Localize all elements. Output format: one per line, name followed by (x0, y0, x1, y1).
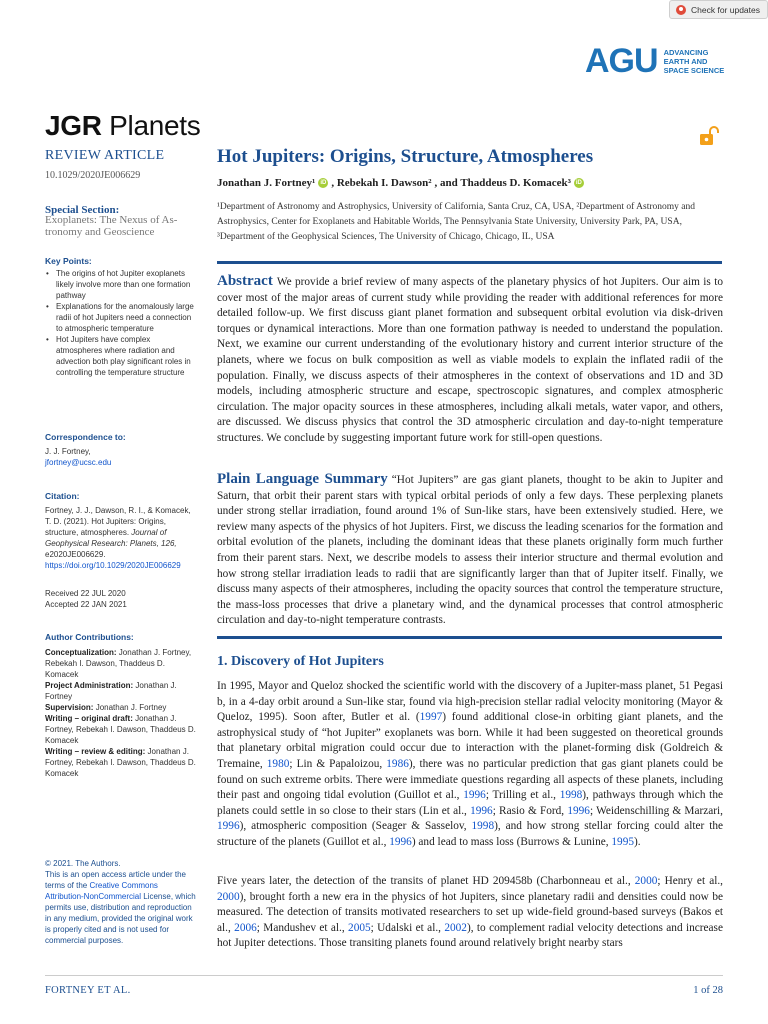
correspondence-block (45, 446, 197, 468)
author-affiliations: ¹Department of Astronomy and Astrophysics, University of California, Santa Cruz, CA, USA, ²Department of Astronomy and Astrophysics, Center for Exoplanets and Habitable Worlds, The Pennsylvania State University, University Park, PA, USA, ³Department of the Geophysical Sciences, The University of Chicago, Chicago, IL, USA (217, 202, 695, 242)
contribution-item (45, 746, 197, 779)
paragraph-text: ), and how strong stellar forcing could alter the structure of the planets (Guillot et al., (217, 820, 723, 848)
contribution-item (45, 680, 197, 702)
paragraph-text: ; Udalski et al., (370, 921, 445, 934)
agu-line-1: ADVANCING (663, 47, 709, 57)
received-date: Received 22 JUL 2020 (45, 589, 126, 598)
author-name: Jonathan J. Fortney¹ (217, 177, 316, 189)
citation-year-link[interactable]: 1980 (266, 757, 290, 770)
contribution-role: Writing – original draft: (45, 714, 133, 723)
citation-year-link[interactable]: 1996 (389, 835, 412, 848)
contribution-role: Writing – review & editing: (45, 747, 146, 756)
license-link[interactable]: Creative Commons Attribution-NonCommercial (45, 881, 158, 901)
citation-year-link[interactable]: 1986 (386, 757, 409, 770)
citation-year-link[interactable]: 1998 (471, 820, 495, 833)
agu-line-2: EARTH AND (663, 56, 708, 66)
check-for-updates-button[interactable] (669, 0, 768, 19)
author-contributions-block (45, 647, 197, 779)
key-point-item: • Hot Jupiters have complex atmospheres where radiation and advection both play significant roles in controlling the temperature structure (45, 334, 197, 378)
citation-year-link[interactable]: 1996 (470, 804, 493, 817)
contribution-item (45, 647, 197, 680)
agu-logo-text (664, 48, 725, 75)
key-point-item: • The origins of hot Jupiter exoplanets likely involve more than one formation pathway (45, 268, 197, 301)
citation-year-link[interactable]: 1996 (217, 820, 240, 833)
key-points-heading: Key Points: (45, 256, 92, 266)
contribution-names: Jonathan J. Fortney, Rebekah I. Dawson, Thaddeus D. Komacek (45, 747, 196, 778)
copyright-line: © 2021. The Authors. (45, 859, 121, 868)
paragraph-text: ) found additional close-in orbiting giant planets, and the astrophysical study of “hot Jupiter” exoplanets was born. While it had been suggested on theoretical grounds that planetary orbital migration could occur due to interaction with the planet-forming disk (Goldreich & Tremaine, (217, 711, 723, 770)
license-block (45, 858, 197, 946)
citation-rest: e2020JE006629. (45, 550, 106, 559)
journal-name (45, 110, 200, 142)
agu-logo (585, 44, 724, 78)
paragraph-text: ; Trilling et al., (485, 789, 560, 802)
section-1-heading: 1. Discovery of Hot Jupiters (217, 654, 384, 669)
paragraph-text: ; Rasio & Ford, (492, 804, 568, 817)
citation-year-link[interactable]: 1998 (559, 789, 583, 802)
special-section-value: Exoplanets: The Nexus of As-tronomy and Geoscience (45, 214, 178, 238)
paragraph-text: Five years later, the detection of the transits of planet HD 209458b (Charbonneau et al., (217, 875, 635, 887)
accepted-date: Accepted 22 JAN 2021 (45, 600, 127, 609)
citation-year-link[interactable]: 1997 (419, 711, 443, 724)
citation-year-link[interactable]: 1996 (567, 804, 590, 817)
author-name: , and Thaddeus D. Komacek³ (434, 177, 571, 189)
contribution-item (45, 713, 197, 746)
check-updates-icon (676, 5, 686, 15)
abstract-text: We provide a brief review of many aspects of the planetary physics of hot Jupiters. Our aim is to cover most of the major areas of current study while providing the reader with additional references for more detailed follow-up. We first discuss giant planet formation and subsequent orbital evolution via disk-driven torques or dynamical interactions. More than one formation pathway is needed to understand the population. Next, we examine our current understanding of the evolutionary history and current interior structure of the planets, where we focus on bulk composition as well as viable models to explain the inflated radii of the population. Finally, we discuss aspects of their atmospheres in the context of observations and 1D and 3D models, including atmospheric structure and escape, spectroscopic signatures, and complex atmospheric circulation. The major opacity sources in these atmospheres, including alkali metals, water vapor, and others, are discussed. We discuss physics that control the 3D atmospheric circulation and day-to-night temperature structures. We conclude by suggesting important future work for still-open questions. (217, 276, 723, 444)
footer-running-head: FORTNEY ET AL. (45, 985, 131, 996)
contribution-role: Supervision: (45, 703, 94, 712)
paragraph-text: ; Henry et al., (657, 875, 723, 887)
paragraph-text: ; Mandushev et al., (256, 921, 349, 934)
citation-year-link[interactable]: 2006 (234, 921, 257, 934)
agu-line-3: SPACE SCIENCE (663, 65, 725, 75)
citation-year-link[interactable]: 2005 (348, 921, 371, 934)
dates-block (45, 588, 197, 610)
author-name: , Rebekah I. Dawson² (331, 177, 432, 189)
citation-year-link[interactable]: 2000 (217, 890, 240, 903)
paragraph-text: ), pathways through which the planets could settle in so close to their stars (Lin et al., (217, 789, 723, 817)
orcid-icon[interactable]: iD (320, 180, 327, 186)
citation-block (45, 505, 197, 571)
section-1-paragraph-1 (217, 679, 723, 851)
summary-bottom-rule (217, 636, 722, 639)
contribution-names: Jonathan J. Fortney, Rebekah I. Dawson, Thaddeus D. Komacek (45, 648, 192, 679)
abstract-label: Abstract (217, 273, 273, 289)
check-updates-label: Check for updates (691, 4, 760, 15)
orcid-icon[interactable]: iD (575, 180, 582, 186)
citation-doi-link[interactable]: https://doi.org/10.1029/2020JE006629 (45, 561, 181, 570)
contribution-names: Jonathan J. Fortney (45, 681, 177, 701)
plain-language-summary-paragraph (217, 472, 723, 629)
citation-text: Fortney, J. J., Dawson, R. I., & Komacek, T. D. (2021). Hot Jupiters: Origins, structure, atmospheres. (45, 506, 191, 537)
open-access-lock-icon (697, 126, 721, 146)
section-1-paragraph-2 (217, 874, 723, 952)
paragraph-text: ). (633, 835, 641, 848)
contribution-role: Project Administration: (45, 681, 134, 690)
key-points-list (45, 268, 197, 378)
article-doi: 10.1029/2020JE006629 (45, 170, 141, 181)
paragraph-text: ; Weidenschilling & Marzari, (589, 804, 724, 817)
pls-text: “Hot Jupiters” are gas giant planets, thought to be akin to Jupiter and Saturn, that orbit their parent stars with typical orbital periods of only a few days. These perplexing planets under strong stellar irradiation, found around 1% of Sun-like stars, have been extensively studied. Here, we review many aspects of the physics of hot Jupiters. First, we discuss the leading scenarios for the formation and orbital evolution of the planets, including the dominant ideas that these planets originally form much further from their parent stars. Next, we describe models to assess their interior structure and thermal evolution and how strong stellar irradiation leads to radii that are significantly larger than that of Jupiter itself. Finally, we discuss many aspects of their atmospheres, including the opacity sources that control the temperature structure, the mass-loss processes that drive a planetary wind, and the dynamical processes that control atmospheric circulation and day-to-night temperature contrasts. (217, 474, 723, 627)
key-point-item: • Explanations for the anomalously large radii of hot Jupiters need a connection to atmospheric temperature (45, 301, 197, 334)
pls-label: Plain Language Summary (217, 471, 388, 487)
special-section-heading: Special Section: (45, 204, 120, 216)
contribution-names: Jonathan J. Fortney (95, 703, 167, 712)
paragraph-text: In 1995, Mayor and Queloz shocked the scientific world with the discovery of a Jupiter-mass planet, 51 Pegasi b, in a 4-day orbit around a Sun-like star, found via high-precision stellar radial velocity monitoring (Mayor & Queloz, 1995). Soon after, Butler et al. ( (217, 680, 723, 724)
citation-journal: Journal of Geophysical Research: Planets, 126, (45, 528, 177, 548)
license-text-end: License, which permits use, distribution and reproduction in any medium, provided the original work is properly cited and is not used for commercial purposes. (45, 892, 196, 945)
citation-year-link[interactable]: 2000 (634, 875, 658, 887)
article-authors (217, 177, 584, 189)
license-text: This is an open access article under the terms of the (45, 870, 186, 890)
footer-page-number: 1 of 28 (693, 985, 723, 996)
citation-heading: Citation: (45, 491, 80, 501)
paragraph-text: ), brought forth a new era in the physics of hot Jupiters, since planetary radii and densities could now be measured. The detection of transits motivated researchers to set up wide-field ground-based surveys (Bakos et al., (217, 890, 723, 934)
paragraph-text: ; Lin & Papaloizou, (289, 757, 387, 770)
correspondence-email-link[interactable]: jfortney@ucsc.edu (45, 458, 112, 467)
footer-rule (45, 975, 723, 976)
citation-year-link[interactable]: 1996 (463, 789, 486, 802)
paragraph-text: ) and lead to mass loss (Burrows & Lunine, (411, 835, 612, 848)
agu-logo-mark: AGU (585, 42, 658, 80)
correspondence-heading: Correspondence to: (45, 432, 126, 442)
abstract-paragraph (217, 274, 723, 447)
contribution-names: Jonathan J. Fortney, Rebekah I. Dawson, Thaddeus D. Komacek (45, 714, 196, 745)
citation-year-link[interactable]: 1995 (611, 835, 634, 848)
journal-name-rest: Planets (101, 110, 201, 141)
paragraph-text: ), there was no particular prediction that gas giant planets could be found on such extreme orbits. There were immediate questions regarding all aspects of these planets, including their past and ongoing tidal evolution (Guillot et al., (217, 757, 724, 802)
contribution-role: Conceptualization: (45, 648, 117, 657)
contribution-item (45, 702, 197, 713)
author-contributions-heading: Author Contributions: (45, 632, 134, 642)
paragraph-text: ), to complement radial velocity detections and increase hot Jupiter detections. Those transiting planets found around relatively bright nearby stars (217, 921, 723, 950)
article-type: REVIEW ARTICLE (45, 148, 165, 163)
paragraph-text: ), atmospheric composition (Seager & Sasselov, (239, 820, 472, 833)
journal-name-bold: JGR (45, 110, 102, 141)
abstract-top-rule (217, 261, 722, 264)
article-title: Hot Jupiters: Origins, Structure, Atmospheres (217, 146, 594, 167)
correspondence-name: J. J. Fortney, (45, 447, 91, 456)
citation-year-link[interactable]: 2002 (444, 921, 467, 934)
